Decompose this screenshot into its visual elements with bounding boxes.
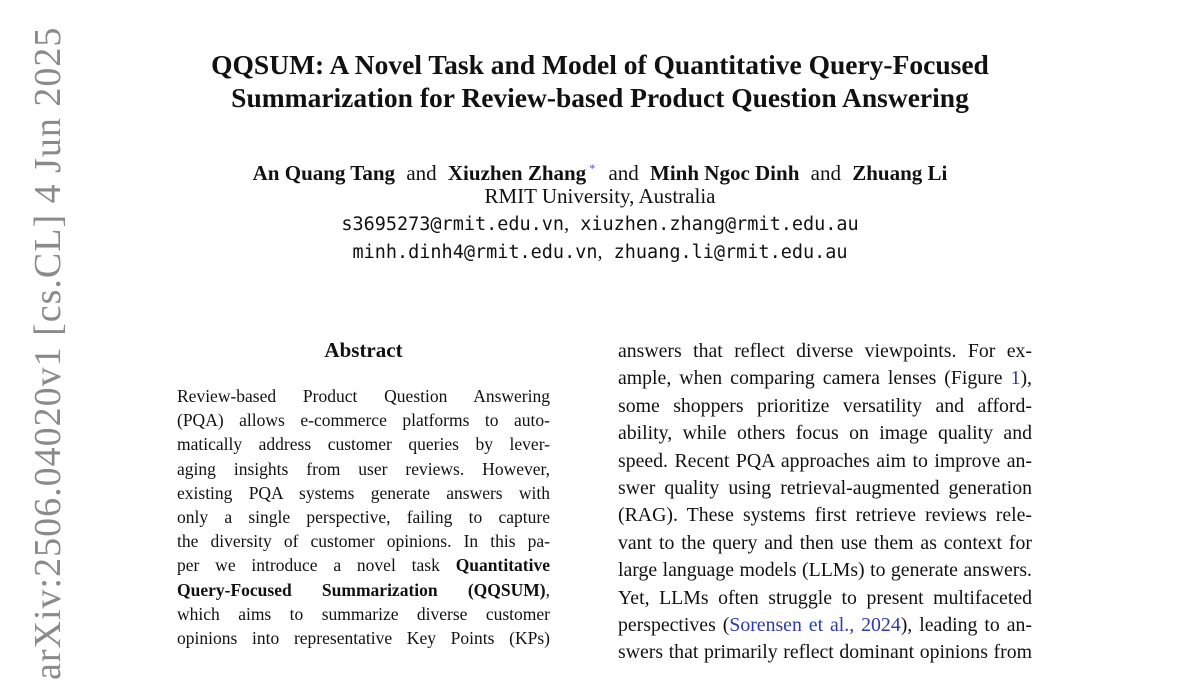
title-line-2: Summarization for Review-based Product Question Answering (231, 82, 969, 113)
abstract-heading: Abstract (324, 338, 403, 362)
intro-line: swer quality using retrieval-augmented generation (618, 477, 1032, 500)
email: zhuang.li@rmit.edu.au (613, 242, 848, 263)
author-name: Zhuang Li (852, 161, 948, 185)
abstract-line: which aims to summarize diverse customer (177, 603, 550, 624)
author-name: An Quang Tang (252, 161, 396, 185)
introduction-body (618, 338, 1032, 667)
paper-title (0, 48, 1200, 114)
author-name: Minh Ngoc Dinh (650, 161, 800, 185)
email: minh.dinh4@rmit.edu.vn (352, 242, 598, 263)
email: xiuzhen.zhang@rmit.edu.au (580, 214, 859, 235)
intro-text: ), (1020, 367, 1032, 390)
intro-line (618, 365, 1032, 392)
intro-line: some shoppers prioritize versatility and afford- (618, 394, 1032, 417)
abstract-body (177, 384, 550, 650)
and-word: and (406, 161, 437, 185)
author-name: Xiuzhen Zhang (447, 161, 587, 185)
intro-text: ample, when comparing camera lenses (Figure (618, 367, 1011, 390)
task-name-bold: Query-Focused Summarization (QQSUM) (177, 579, 546, 600)
corresponding-author-mark[interactable]: * (589, 161, 596, 175)
email: s3695273@rmit.edu.vn (341, 214, 565, 235)
intro-line: swers that primarily reflect dominant opinions from (618, 641, 1032, 664)
abstract-line: the diversity of customer opinions. In this pa- (177, 531, 550, 552)
abstract-line (177, 578, 550, 602)
title-line-1: QQSUM: A Novel Task and Model of Quantitative Query-Focused (211, 49, 989, 80)
task-name-bold: Quantitative (455, 555, 550, 576)
email-line-1 (0, 210, 1200, 239)
abstract-line: existing PQA systems generate answers with (177, 482, 550, 503)
abstract-line: matically address customer queries by lever- (177, 434, 550, 455)
abstract-line (177, 553, 550, 577)
abstract-line: Review-based Product Question Answering (177, 386, 550, 406)
abstract-line: (PQA) allows e-commerce platforms to auto- (177, 410, 550, 431)
abstract-line: only a single perspective, failing to capture (177, 507, 550, 528)
and-word: and (810, 161, 841, 185)
affiliation: RMIT University, Australia (484, 184, 716, 208)
intro-line: large language models (LLMs) to generate answers. (618, 559, 1032, 582)
and-word: and (608, 161, 639, 185)
intro-line: speed. Recent PQA approaches aim to improve an- (618, 449, 1032, 472)
intro-line: ability, while others focus on image quality and (618, 422, 1032, 445)
intro-line: Yet, LLMs often struggle to present multifaceted (618, 586, 1032, 609)
abstract-line: aging insights from user reviews. However, (177, 458, 550, 479)
email-separator: , (597, 241, 603, 263)
arxiv-stamp: arXiv:2506.04020v1 [cs.CL] 4 Jun 2025 (27, 26, 69, 680)
abstract-punct: , (545, 579, 550, 600)
intro-line (618, 612, 1032, 639)
figure-reference-link[interactable]: 1 (1010, 367, 1021, 390)
citation-link[interactable]: Sorensen et al., 2024 (729, 614, 901, 637)
intro-line: answers that reflect diverse viewpoints. For ex- (618, 340, 1032, 362)
email-separator: , (564, 213, 570, 235)
intro-line: vant to the query and then use them as context for (618, 531, 1032, 554)
intro-line: (RAG). These systems first retrieve reviews rele- (618, 504, 1032, 527)
intro-text: ), leading to an- (900, 614, 1032, 637)
email-line-2 (0, 238, 1200, 267)
abstract-line-text: per we introduce a novel task (177, 555, 456, 576)
abstract-line: opinions into representative Key Points (KPs) (177, 628, 550, 649)
intro-text: perspectives ( (618, 614, 730, 637)
